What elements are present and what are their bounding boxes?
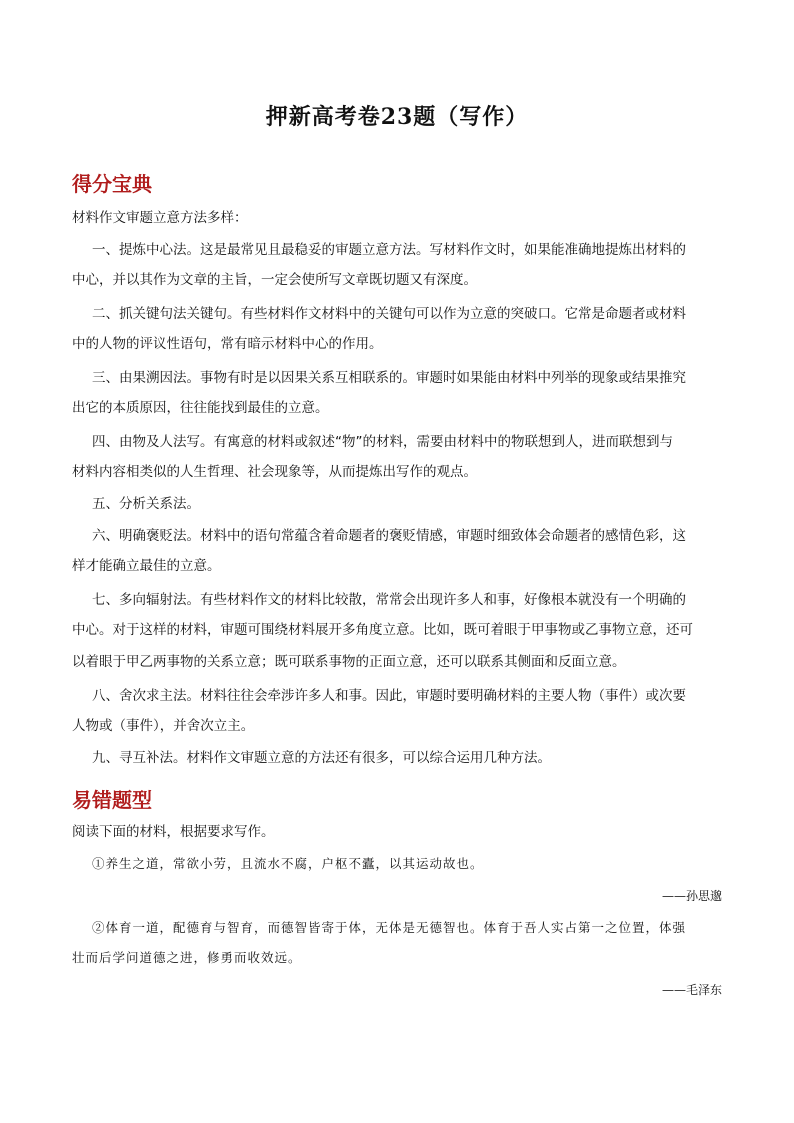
section2-intro: 阅读下面的材料，根据要求写作。 [72, 824, 275, 840]
document-title: 押新高考卷23题（写作） [265, 104, 529, 130]
section-heading-common-mistakes: 易错题型 [72, 788, 152, 812]
method-line: 二、抓关键句法关键句。有些材料作文材料中的关键句可以作为立意的突破口。它常是命题者或材料 [92, 306, 686, 322]
method-line: 人物或（事件），并舍次立主。 [72, 718, 255, 734]
quote-attribution: ——孙思邈 [661, 889, 722, 903]
method-line: 九、寻互补法。材料作文审题立意的方法还有很多，可以综合运用几种方法。 [92, 750, 551, 766]
quote-mao-zedong-continued: 壮而后学问道德之进，修勇而收效远。 [72, 950, 302, 965]
method-line: 样才能确立最佳的立意。 [72, 558, 221, 574]
section-heading-scoring-tips: 得分宝典 [72, 172, 152, 196]
method-line: 以着眼于甲乙两事物的关系立意；既可联系事物的正面立意，还可以联系其侧面和反面立意。 [72, 654, 626, 670]
section1-intro: 材料作文审题立意方法多样： [72, 210, 248, 226]
quote-mao-zedong: ②体育一道，配德育与智育，而德智皆寄于体，无体是无德智也。体育于吾人实占第一之位置，体强 [92, 920, 687, 935]
method-line: 中的人物的评议性语句，常有暗示材料中心的作用。 [72, 336, 383, 352]
method-line: 中心，并以其作为文章的主旨，一定会使所写文章既切题又有深度。 [72, 272, 477, 288]
quote-attribution: ——毛泽东 [661, 983, 722, 997]
method-line: 四、由物及人法写。有寓意的材料或叙述“物”的材料，需要由材料中的物联想到人，进而联想到与 [92, 434, 673, 450]
method-line: 一、提炼中心法。这是最常见且最稳妥的审题立意方法。写材料作文时，如果能准确地提炼出材料的 [92, 242, 686, 258]
method-line: 六、明确褒贬法。材料中的语句常蕴含着命题者的褒贬情感，审题时细致体会命题者的感情色彩，这 [92, 528, 686, 544]
quote-sun-simiao: ①养生之道，常欲小劳，且流水不腐，户枢不蠹，以其运动故也。 [92, 856, 484, 871]
method-line: 八、舍次求主法。材料往往会牵涉许多人和事。因此，审题时要明确材料的主要人物（事件）或次要 [92, 688, 686, 704]
method-line: 五、分析关系法。 [92, 496, 200, 512]
method-line: 中心。对于这样的材料，审题可围绕材料展开多角度立意。比如，既可着眼于甲事物或乙事物立意，还可 [72, 622, 693, 638]
method-line: 材料内容相类似的人生哲理、社会现象等，从而提炼出写作的观点。 [72, 464, 477, 480]
method-line: 出它的本质原因，往往能找到最佳的立意。 [72, 400, 329, 416]
method-line: 七、多向辐射法。有些材料作文的材料比较散，常常会出现许多人和事，好像根本就没有一个明确的 [92, 592, 686, 608]
method-line: 三、由果溯因法。事物有时是以因果关系互相联系的。审题时如果能由材料中列举的现象或结果推究 [92, 370, 686, 386]
